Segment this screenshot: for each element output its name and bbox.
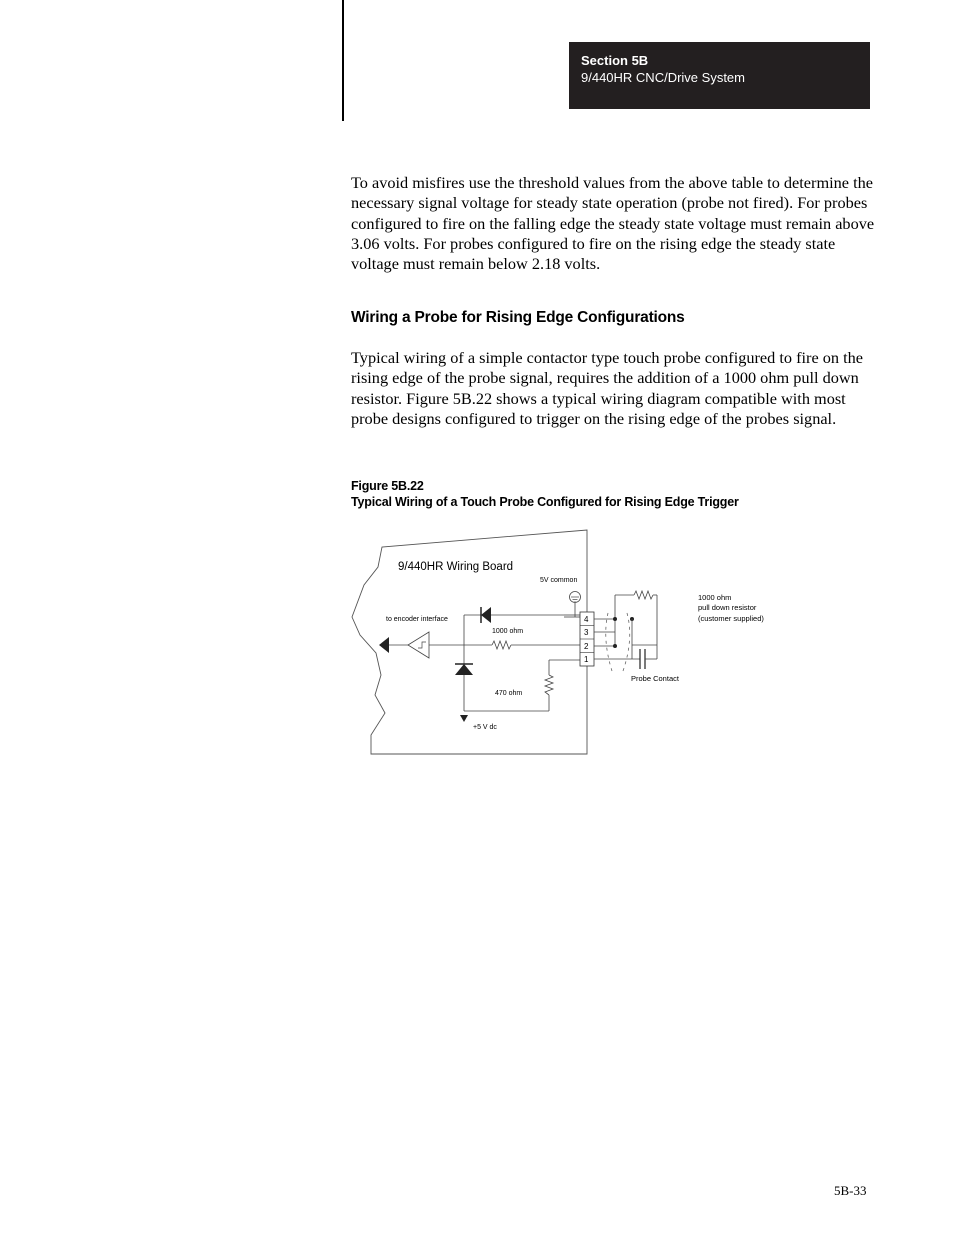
pin-3-label: 3 — [584, 628, 589, 637]
cable-shield — [606, 613, 612, 671]
section-subtitle: 9/440HR CNC/Drive System — [581, 70, 745, 85]
board-label: 9/440HR Wiring Board — [398, 561, 514, 573]
page-number: 5B-33 — [834, 1183, 867, 1198]
wiring-diagram — [340, 525, 800, 765]
figure-number: Figure 5B.22 — [351, 479, 424, 493]
buffer-icon — [408, 632, 429, 658]
section-header-box — [569, 42, 870, 109]
pulldown-label-line1: 1000 ohm — [698, 593, 732, 602]
pulldown-label-line3: (customer supplied) — [698, 614, 764, 623]
encoder-arrow-icon — [379, 637, 389, 653]
encoder-label: to encoder interface — [386, 616, 448, 623]
common-label: 5V common — [540, 577, 578, 584]
pin-2-label: 2 — [584, 642, 589, 651]
r470-label: 470 ohm — [495, 690, 523, 697]
probe-contact-label: Probe Contact — [631, 674, 679, 683]
pulldown-label-line2: pull down resistor — [698, 603, 757, 612]
pin-4-label: 4 — [584, 615, 589, 624]
figure-title: Typical Wiring of a Touch Probe Configured for Rising Edge Trigger — [351, 495, 739, 509]
r1000-label: 1000 ohm — [492, 628, 524, 635]
pulldown-resistor-icon — [634, 591, 653, 599]
figure-caption — [351, 478, 739, 510]
body-paragraph-2: Typical wiring of a simple contactor type touch probe configured to fire on the rising edge of the probe signal, requires the addition of a 1000 ohm pull down resistor. Figure 5B.22 shows a typical wiring diagram compatible with most probe designs configured to trigger on the rising edge of the probes signal. — [351, 348, 864, 428]
margin-rule — [342, 0, 344, 121]
section-heading: Wiring a Probe for Rising Edge Configurations — [351, 309, 685, 326]
resistor-1000-icon — [492, 641, 511, 649]
diode-down-icon — [455, 664, 473, 675]
wiring-diagram-svg — [340, 525, 800, 760]
section-label: Section 5B — [581, 53, 649, 68]
vdc-label: +5 V dc — [473, 724, 497, 731]
body-paragraph-1: To avoid misfires use the threshold values from the above table to determine the necessary signal voltage for steady state operation (probe not fired). For probes configured to fire on the falling edge the steady state voltage must remain above 3.06 volts. For probes configured to fire on the rising edge the steady state voltage must remain below 2.18 volts. — [351, 173, 875, 274]
pin-1-label: 1 — [584, 655, 589, 664]
vdc-arrow-icon — [460, 715, 468, 722]
resistor-470-icon — [545, 675, 553, 695]
diode-top-icon — [481, 607, 491, 623]
